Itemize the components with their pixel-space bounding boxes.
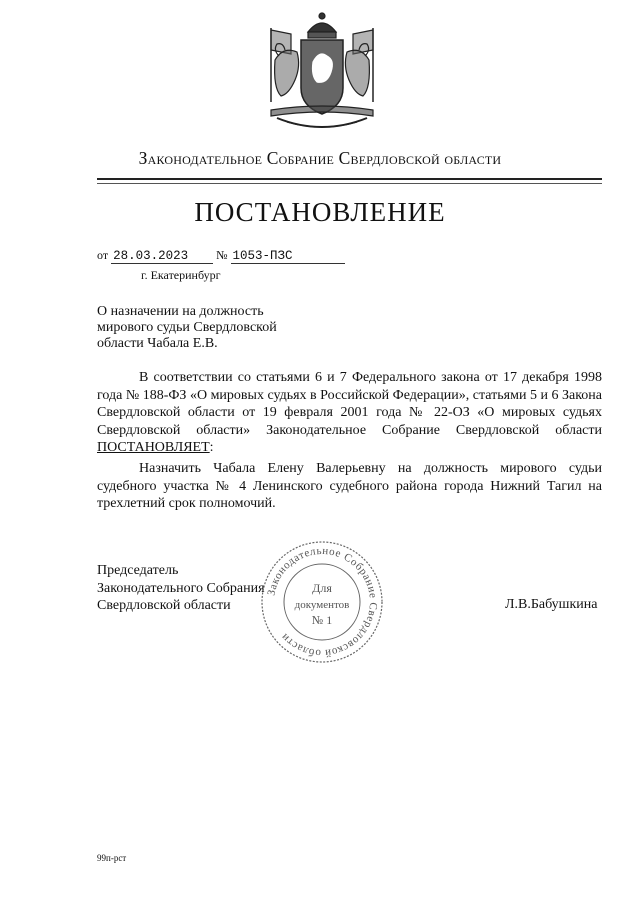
signer-title-line: Свердловской области <box>97 598 231 613</box>
keyword-colon: : <box>209 440 214 455</box>
date-prefix: от <box>97 248 109 262</box>
body-paragraph-legal-basis <box>97 369 602 457</box>
signer-title-line: Законодательного Собрания <box>97 580 265 596</box>
header-divider-thin <box>97 183 602 184</box>
signer-title-line: Председатель <box>97 563 179 578</box>
stamp-center-line: документов <box>294 599 350 611</box>
subject-line: области Чабала Е.В. <box>97 336 218 351</box>
document-type-title: ПОСТАНОВЛЕНИЕ <box>194 197 446 227</box>
signer-name: Л.В.Бабушкина <box>505 597 598 612</box>
subject-line: О назначении на должность <box>97 304 264 319</box>
legal-basis-text: В соответствии со статьями 6 и 7 Федерального закона от 17 декабря 1998 года № 188-ФЗ «О мировых судьях в Российской Федерации», статьями 5 и 6 Закона Свердловской области от 19 февраля 2001 года № 22-ОЗ «О мировых судьях Свердловской области» Законодательное Собрание Свердловской области <box>97 370 602 438</box>
stamp-center-line: Для <box>312 581 332 595</box>
document-subject <box>97 304 337 352</box>
number-prefix: № <box>216 248 228 262</box>
footer-code: 99п-рст <box>97 853 127 863</box>
official-stamp <box>258 538 386 666</box>
organization-name: Законодательное Собрание Свердловской области <box>138 148 502 168</box>
stamp-ring-text: Законодательное Собрание Свердловской области <box>265 544 380 660</box>
document-meta-line <box>97 248 345 264</box>
coat-of-arms-emblem <box>253 10 391 136</box>
resolution-keyword: ПОСТАНОВЛЯЕТ <box>97 440 210 455</box>
body-paragraph-decision: Назначить Чабала Елену Валерьевну на должность мирового судьи судебного участка № 4 Ленинского судебного района города Нижний Тагил на трехлетний срок полномочий. <box>97 461 602 511</box>
document-date: 28.03.2023 <box>111 249 213 264</box>
document-number: 1053-ПЗС <box>231 249 345 264</box>
header-divider-thick <box>97 178 602 180</box>
document-city: г. Екатеринбург <box>141 268 221 282</box>
subject-line: мирового судьи Свердловской <box>97 320 277 335</box>
stamp-center-line: № 1 <box>311 613 333 627</box>
